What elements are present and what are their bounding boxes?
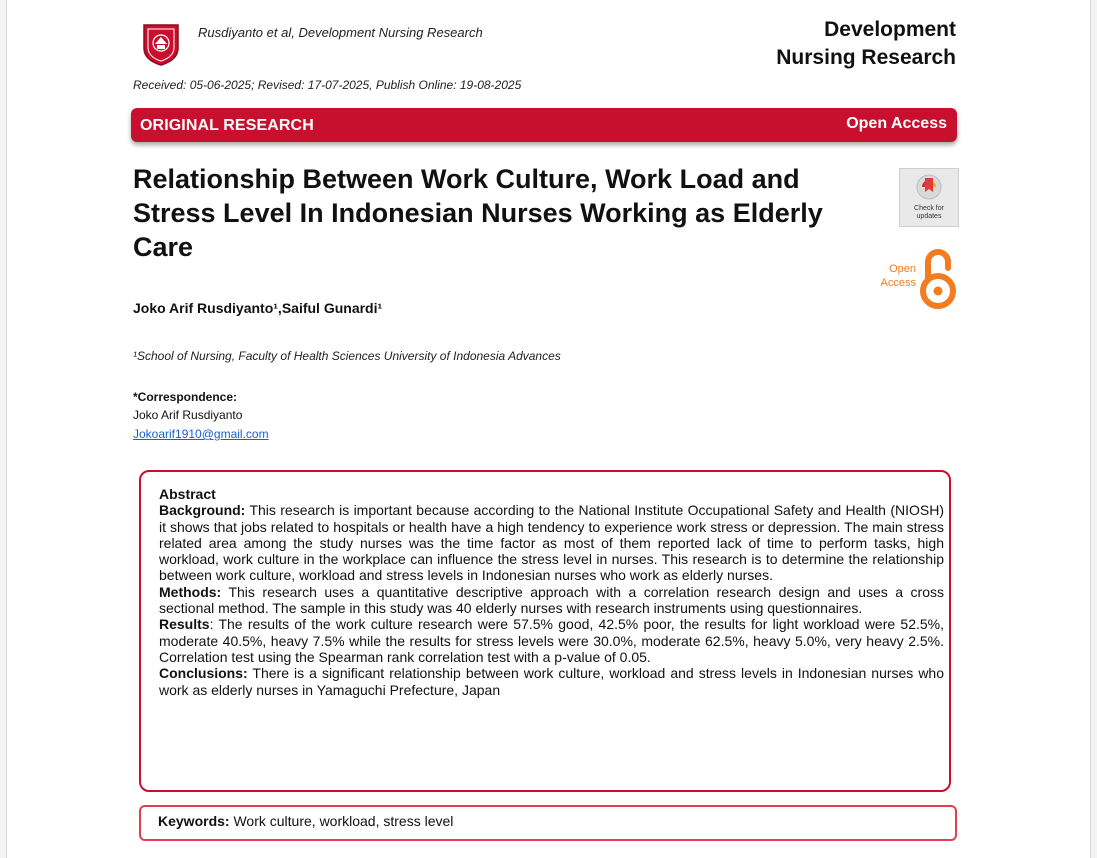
conclusions-text: There is a significant relationship between work culture, workload and stress levels in Indonesian nurses who work as elderly nurses in Yamaguchi Prefecture, Japan [159,665,944,698]
open-access-line-2: Access [880,277,916,289]
abstract-methods [159,584,944,617]
correspondence-email-link[interactable]: Jokoarif1910@gmail.com [133,427,269,441]
keywords [158,813,453,829]
open-access-line-1: Open [889,263,916,275]
background-text: This research is important because according to the National Institute Occupational Safety and Health (NIOSH) it shows that jobs related to hospitals or health have a high tendency to experience work stress or depression. The main stress related area among the study nurses was the time factor as most of them reported lack of time to perform tasks, high workload, work culture in the workplace can influence the stress level in nurses. This research is to determine the relationship between work culture, workload and stress levels in Indonesian nurses who work as elderly nurses. [159,502,944,584]
keywords-label: Keywords: [158,813,230,829]
author-affiliation: ¹School of Nursing, Faculty of Health Sciences University of Indonesia Advances [133,349,561,363]
methods-text: This research uses a quantitative descriptive approach with a correlation research design and uses a cross sectional method. The sample in this study was 40 elderly nurses with research instruments using questionnaires. [159,583,944,617]
running-head: Rusdiyanto et al, Development Nursing Research [198,25,483,40]
university-seal-icon [138,22,184,66]
check-updates-line-1: Check for [914,205,944,212]
open-access-banner-label: Open Access [846,115,947,132]
background-label: Background: [159,502,246,519]
publication-dates: Received: 05-06-2025; Revised: 17-07-2025, Publish Online: 19-08-2025 [133,78,522,92]
open-access-text [866,262,916,290]
correspondence-label: *Correspondence: [133,390,238,404]
abstract-conclusions [159,665,944,698]
abstract-background [159,502,944,583]
correspondence-name: Joko Arif Rusdiyanto [133,408,243,422]
check-for-updates-badge[interactable] [899,168,959,227]
open-access-lock-icon [918,248,958,310]
check-for-updates-label [900,205,958,221]
author-list: Joko Arif Rusdiyanto¹,Saiful Gunardi¹ [133,300,383,316]
article-title: Relationship Between Work Culture, Work Load and Stress Level In Indonesian Nurses Working as Elderly Care [133,164,823,262]
conclusions-label: Conclusions: [159,665,248,682]
keywords-text: Work culture, workload, stress level [229,813,454,829]
abstract-heading: Abstract [159,486,216,502]
journal-name-line-1: Development [824,18,956,41]
crossmark-icon [900,169,958,205]
check-updates-line-2: updates [916,213,942,220]
article-type-label: ORIGINAL RESEARCH [140,117,314,134]
journal-name-line-2: Nursing Research [776,46,956,69]
abstract-results [159,616,944,665]
methods-label: Methods: [159,583,222,600]
journal-name [776,16,956,72]
results-text: : The results of the work culture research were 57.5% good, 42.5% poor, the results for light workload were 52.5%, moderate 40.5%, heavy 7.5% while the results for stress levels were 30.0%, moderate 62.5%, heavy 5.0%, very heavy 2.5%. Correlation test using the Spearman rank correlation test with a p-value of 0.05. [159,616,944,665]
results-label: Results [159,616,210,633]
abstract-content [159,486,944,698]
